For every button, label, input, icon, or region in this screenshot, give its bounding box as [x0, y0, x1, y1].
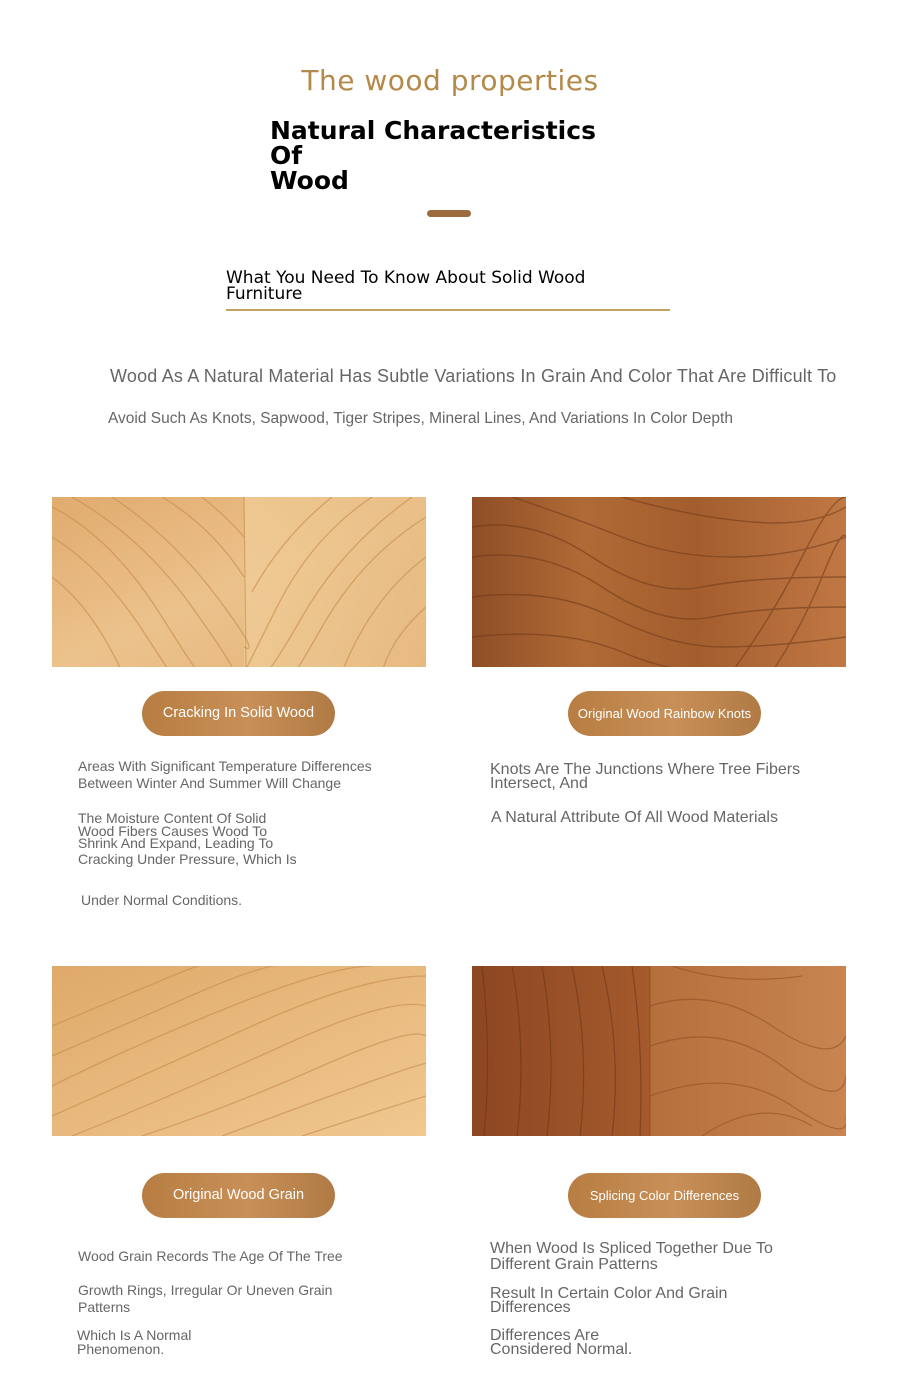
- subtitle-underline: [226, 309, 670, 311]
- text-line: Result In Certain Color And Grain: [490, 1285, 728, 1302]
- page-title: [270, 118, 630, 193]
- text-line: The Moisture Content Of Solid: [78, 810, 267, 826]
- text-line: Differences: [490, 1299, 571, 1316]
- text-line: Between Winter And Summer Will Change: [78, 775, 341, 791]
- title-accent-bar: [427, 210, 471, 217]
- page-title-line-2: Wood: [270, 166, 349, 195]
- text-line: Wood Fibers Causes Wood To: [78, 823, 268, 839]
- text-line: Intersect, And: [490, 775, 588, 792]
- text-line: Differences Are: [490, 1327, 600, 1344]
- text-line: A Natural Attribute Of All Wood Materials: [491, 809, 778, 826]
- card-text-knots: [490, 762, 800, 825]
- section-subtitle-line-2: Furniture: [226, 284, 303, 304]
- card-text-cracking: [78, 759, 372, 907]
- text-line: When Wood Is Spliced Together Due To: [490, 1240, 773, 1257]
- section-subtitle: [226, 270, 646, 302]
- label-pill-knots: Original Wood Rainbow Knots: [568, 691, 761, 736]
- wood-photo-knots: [472, 497, 846, 667]
- text-line: Considered Normal.: [490, 1341, 633, 1358]
- label-pill-splicing: Splicing Color Differences: [568, 1173, 761, 1218]
- label-pill-cracking: Cracking In Solid Wood: [142, 691, 335, 736]
- text-line: Cracking Under Pressure, Which Is: [78, 851, 297, 867]
- card-text-splicing: [490, 1241, 773, 1357]
- text-line: Wood Grain Records The Age Of The Tree: [78, 1248, 343, 1264]
- text-line: Different Grain Patterns: [490, 1256, 658, 1273]
- card-text-grain: [78, 1249, 343, 1356]
- text-line: Phenomenon.: [77, 1341, 165, 1357]
- wood-photo-splicing: [472, 966, 846, 1136]
- intro-line-1: Wood As A Natural Material Has Subtle Variations In Grain And Color That Are Difficult To: [110, 366, 837, 386]
- text-line: Growth Rings, Irregular Or Uneven Grain: [78, 1282, 333, 1298]
- text-line: Which Is A Normal: [77, 1327, 192, 1343]
- text-line: Knots Are The Junctions Where Tree Fibers: [490, 761, 801, 778]
- text-line: Areas With Significant Temperature Differences: [78, 758, 372, 774]
- section-eyebrow: The wood properties: [301, 64, 599, 97]
- wood-photo-grain: [52, 966, 426, 1136]
- section-subtitle-line-1: What You Need To Know About Solid Wood: [226, 268, 586, 288]
- page-title-line-1: Natural Characteristics Of: [270, 116, 596, 170]
- label-pill-grain: Original Wood Grain: [142, 1173, 335, 1218]
- text-line: Shrink And Expand, Leading To: [78, 835, 274, 851]
- text-line: Under Normal Conditions.: [81, 892, 243, 908]
- intro-line-2: Avoid Such As Knots, Sapwood, Tiger Stripes, Mineral Lines, And Variations In Color Depth: [108, 410, 733, 427]
- wood-photo-cracking: [52, 497, 426, 667]
- text-line: Patterns: [78, 1299, 131, 1315]
